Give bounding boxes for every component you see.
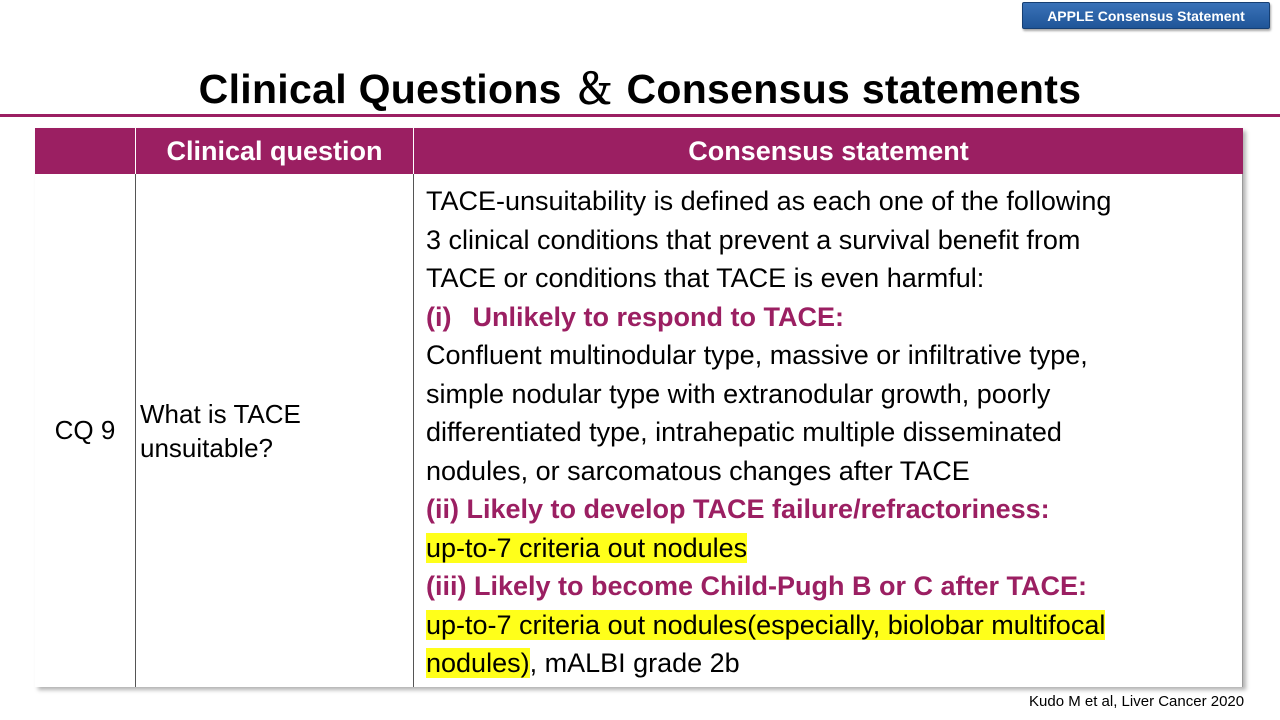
question-line: What is TACE [140, 398, 301, 429]
item3-highlighted-text-end: nodules) [426, 648, 530, 678]
table-row [35, 174, 1243, 687]
citation: Kudo M et al, Liver Cancer 2020 [1029, 693, 1245, 710]
item1-line: simple nodular type with extranodular growth, poorly [426, 378, 1051, 409]
item2-heading: (ii) Likely to develop TACE failure/refractoriness: [426, 494, 1050, 524]
title-divider [0, 114, 1280, 117]
item2-highlighted-text: up-to-7 criteria out nodules [426, 532, 748, 563]
statement-intro-line: TACE-unsuitability is defined as each one of the following [426, 186, 1112, 216]
cq-id-label: CQ 9 [54, 415, 116, 445]
question-line: unsuitable? [140, 432, 273, 463]
header-consensus-statement: Consensus statement [413, 128, 1243, 174]
clinical-question-cell [135, 174, 413, 687]
item1-line: differentiated type, intrahepatic multiple disseminated [426, 417, 1062, 447]
source-badge: APPLE Consensus Statement [1022, 2, 1270, 29]
header-id [35, 128, 135, 174]
consensus-table [35, 128, 1243, 687]
page-title: Clinical Questions ＆ Consensus statements [198, 66, 1082, 112]
item1-line: nodules, or sarcomatous changes after TACE [426, 455, 970, 486]
header-clinical-question: Clinical question [135, 128, 413, 174]
item1-line: Confluent multinodular type, massive or infiltrative type, [426, 340, 1088, 370]
statement-intro-line: 3 clinical conditions that prevent a survival benefit from [426, 224, 1081, 255]
item3-rest-text: , mALBI grade 2b [529, 648, 740, 678]
item3-highlighted-text: up-to-7 criteria out nodules(especially, biolobar multifocal [426, 609, 1106, 640]
statement-intro-line: TACE or conditions that TACE is even harmful: [426, 263, 985, 293]
item1-heading: (i) Unlikely to respond to TACE: [426, 301, 844, 332]
cq-id [35, 174, 135, 687]
item3-heading: (iii) Likely to become Child-Pugh B or C after TACE: [426, 571, 1088, 601]
consensus-statement-cell [413, 174, 1243, 687]
